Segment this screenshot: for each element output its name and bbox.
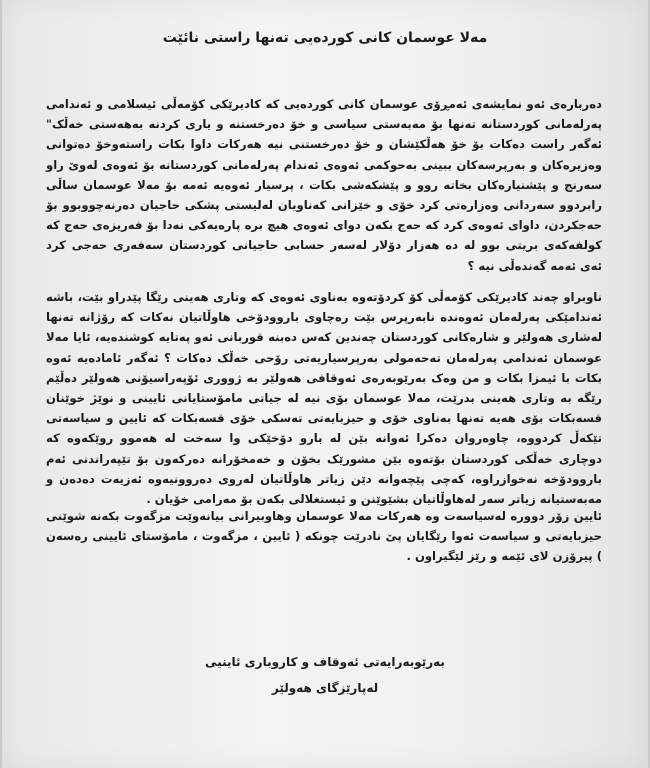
paragraph-1: دەربارەی ئەو نمایشەی ئەمڕۆی عوسمان کانی کوردەیی کە کادیرێکی کۆمەڵی ئیسلامی و ئەندامی پەرلەمانی کوردستانە تەنها بۆ مەبەستی سیاسی و خۆ دەرخستنە و یاری کردنە بەهەستی خەڵک" ئەگەر راست دەکات بۆ خۆ هەڵکێشان و خۆ دەرخستنی نیە هەرکات داوا بکات راستەوخۆ دەتوانی وەزیرەکان و بەرپرسەکان ببینی بەحوکمی ئەوەی ئەندام پەرلەمانی کوردستانە بۆ ئەوەی لەوێ راو سەرنج و پێشنیارەکان بخاتە روو و پێشکەشی بکات ، پرسیار ئەوەیە ئەمە بۆ مەلا عوسمان ساڵی رابردوو سەردانی وەزارەتی کرد خۆی و خێزانی کەناویان لەلیستی پشکی حاجیان دەرنەچووبوو بۆ حەجکردن، داوای ئەوەی کرد کە حەج بکەن دوای ئەوەی هیچ برە پارەیەکی نەدا بۆ فەریزەی حەج کە کولفەکەی بریتی بوو لە دە هەزار دۆلار لەسەر حسابی حاجیانی کوردستان سەفەری حەجی کرد ئەی ئەمە گەندەڵی نیە ؟ [46,97,602,273]
paragraph-3: ئایین زۆر دوورە لەسیاسەت وە هەرکات مەلا عوسمان وهاوبیرانی بیانەوێت مزگەوت بکەنە شوێنی حیزبایەتی و سیاسەت ئەوا رێگایان پێ نادرێت چونکە ( ئایین ، مزگەوت ، مامۆستای ئایینی رەسەن ) پیرۆزن لای ئێمە و رێز لێگیراون . [46,509,602,564]
signature-line-1: بەرێوبەرایەتی ئەوقاف و کاروباری ئاینیی [205,655,445,669]
signature-line-2: لەپارێزگای هەولێر [271,681,379,695]
document-page [2,0,648,768]
document-title: مەلا عوسمان کانی کوردەیی تەنها راستی نائێت [162,30,488,46]
paragraph-2: ناوبراو چەند کادیرێکی کۆمەڵی کۆ کردۆتەوە بەناوی ئەوەی کە وتاری هەینی رێگا پێدراو بێت، باشە ئەندامێکی پەرلەمان ئەوەندە نابەرپرس بێت رەچاوی باروودۆخی هاوڵاتیان نەکات کە رۆژانە تەنها لەشاری هەولێر و شارەکانی کوردستان چەندین کەس دەبنە قوربانی ئەو پەتایە کوشندەیە، ئایا مەلا عوسمان ئەندامی پەرلەمان تەحەمولی بەرپرسیاریەتی رۆحی خەڵک دەکات ؟ ئەگەر ئامادەیە ئەوە بکات با ئیمزا بکات و من وەک بەرێوبەرەی ئەوقافی هەولێر بە ژووری ئۆپەراسیۆنی هەولێر دەڵێم رێگە بە وتاری هەینی بدرێت، مەلا عوسمان بۆی نیە لە جیاتی مامۆستایانی ئایینی و نوێژ خوێنان قسەبکات بۆی هەیە تەنها بەناوی خۆی و حیزبایەتی تەسکی خۆی قسەبکات کە ئایین و سیاسەتی تێکەڵ کردووە، چاوەروان دەکرا ئەوانە بێن لە بارو دۆخێکی وا سەخت لە هەموو روێکەوە کە دوچاری خەڵکی کوردستان بۆتەوە بێن مشورێک بخۆن و خەمخۆرانە دەرکەون بۆ تێپەراندنی ئەم باروودۆخە نەخوازراوە، کەچی پێچەوانە دێن زیاتر هاوڵاتیان لەروی دەروونیەوە ئەزیەت دەدەن و مەبەستیانە زیاتر سەر لەهاوڵاتیان بشێوێنن و ئیستغلالی بکەن بۆ مەرامی خۆیان . [46,290,602,507]
